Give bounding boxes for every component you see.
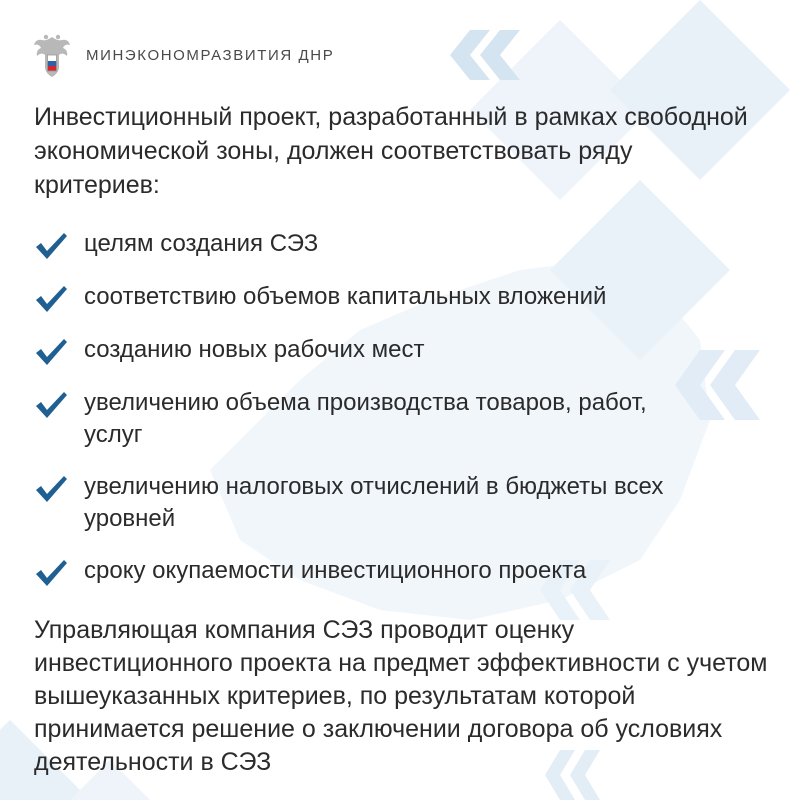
header — [32, 30, 334, 80]
checkmark-icon — [34, 390, 68, 420]
list-item — [34, 555, 734, 588]
emblem-icon — [32, 31, 72, 79]
organization-name: МИНЭКОНОМРАЗВИТИЯ ДНР — [86, 46, 335, 64]
checkmark-icon — [34, 558, 68, 588]
criterion-text: сроку окупаемости инвестиционного проекта — [84, 557, 587, 584]
criteria-list — [34, 228, 734, 608]
checkmark-icon — [34, 474, 68, 504]
closing-paragraph: Управляющая компания СЭЗ проводит оценку инвестиционного проекта на предмет эффективности с учетом вышеуказанных критериев, по результатам которой принимается решение о заключении договора об условиях деятельности в СЭЗ — [34, 616, 768, 776]
intro-paragraph: Инвестиционный проект, разработанный в рамках свободной экономической зоны, должен соответствовать ряду критериев: — [34, 103, 748, 199]
checkmark-icon — [34, 284, 68, 314]
criterion-text: созданию новых рабочих мест — [84, 336, 425, 363]
checkmark-icon — [34, 337, 68, 367]
criterion-text: соответствию объемов капитальных вложений — [84, 283, 607, 310]
list-item — [34, 471, 734, 535]
list-item — [34, 387, 734, 451]
checkmark-icon — [34, 231, 68, 261]
list-item — [34, 228, 734, 261]
criterion-text: целям создания СЭЗ — [84, 230, 319, 257]
list-item — [34, 281, 734, 314]
criterion-text: увеличению налоговых отчислений в бюджеты всех уровней — [84, 473, 664, 532]
criterion-text: увеличению объема производства товаров, работ, услуг — [84, 389, 647, 448]
list-item — [34, 334, 734, 367]
